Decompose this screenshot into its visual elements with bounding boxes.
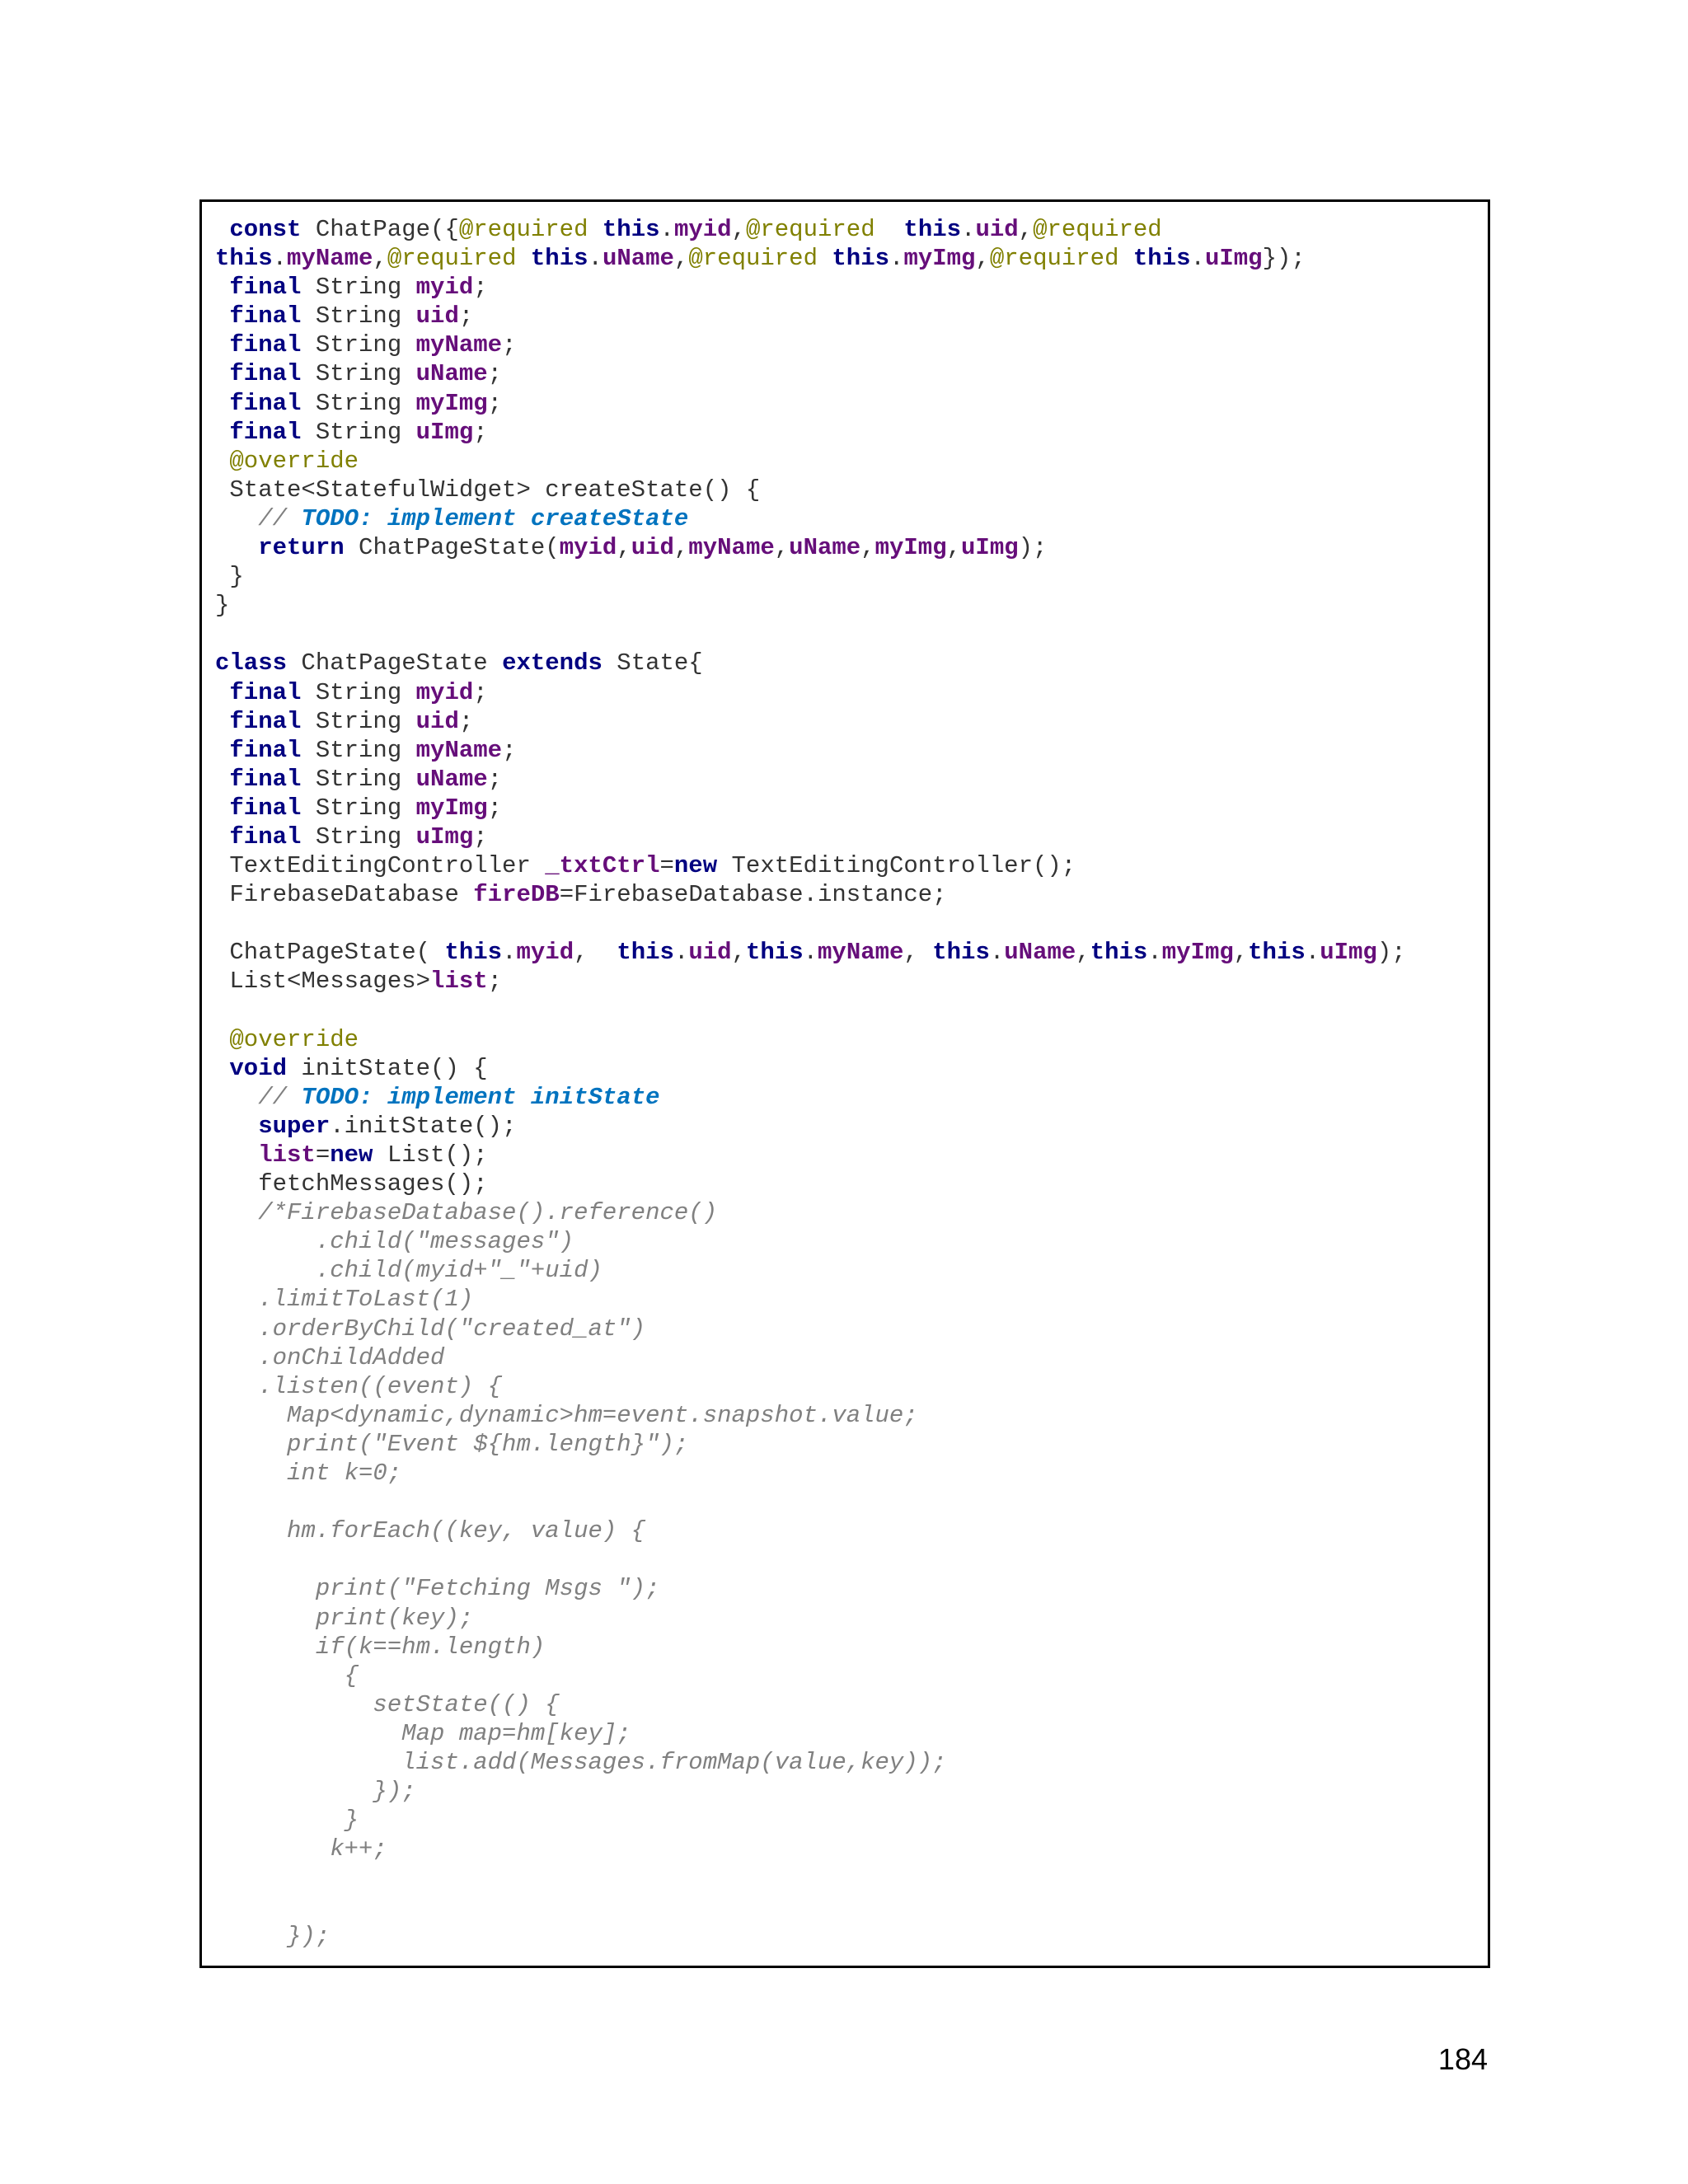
code-token: String [301,794,416,822]
code-token: ChatPageState( [344,534,560,562]
code-line [215,1401,1406,1430]
code-line [215,1285,1406,1314]
code-token: final [229,360,302,388]
code-line [215,996,1406,1025]
code-line [215,707,1406,736]
code-token: . [1190,245,1205,273]
code-line [215,504,1406,533]
code-token: @required [458,216,588,243]
code-token: String [301,331,416,359]
code-token: Map map=hm[key]; [215,1719,631,1747]
code-token: myName [415,331,503,359]
code-token: String [301,765,416,793]
code-token: String [301,707,416,735]
code-token: }); [215,1778,416,1806]
code-token: print("Event ${hm.length}"); [215,1430,689,1458]
code-line [215,1227,1406,1256]
code-token: uName [1004,939,1076,967]
code-token: myid [673,216,732,243]
code-token: uid [631,534,674,562]
code-token [517,245,531,272]
code-token: myName [818,939,904,967]
code-token [215,708,229,735]
code-token: print("Fetching Msgs "); [215,1575,660,1603]
code-token: .onChildAdded [215,1343,445,1371]
code-line [215,1574,1406,1603]
code-token: , [1018,216,1034,243]
code-token: uName [415,360,488,388]
code-token: , [373,245,387,273]
code-token: myImg [415,794,488,822]
code-token: final [229,302,302,330]
code-token: , [617,534,631,562]
code-token: State<StatefulWidget> createState() { [215,476,761,504]
code-token: uid [688,939,732,967]
code-line [215,765,1406,794]
code-token: uImg [415,418,474,446]
code-token: /*FirebaseDatabase().reference() [215,1199,718,1227]
code-token: ; [487,360,503,388]
code-line [215,359,1406,388]
code-token: ; [473,418,488,446]
code-line [215,1459,1406,1488]
code-token [215,1084,258,1111]
code-token: k++; [215,1835,387,1863]
code-token: uImg [961,534,1019,562]
code-token: String [301,418,416,446]
code-token: @override [229,1025,359,1053]
code-token: . [889,245,904,273]
code-line [215,1806,1406,1835]
code-token [215,419,229,446]
code-token: String [301,736,416,764]
code-token: , [1076,939,1090,967]
code-token: .child("messages") [215,1228,574,1256]
code-token: final [229,331,302,359]
code-token: , [1233,939,1249,967]
code-token: . [1147,939,1162,967]
code-line [215,533,1406,562]
code-token [215,766,229,793]
code-token: final [229,678,302,706]
code-line [215,1690,1406,1719]
code-token: this [444,939,503,967]
code-token: fireDB [473,881,560,909]
code-line [215,1343,1406,1372]
code-token: print(key); [215,1604,474,1632]
code-token: this [530,245,588,273]
code-token: ; [487,389,503,417]
code-token: , [774,534,790,562]
code-line [215,1777,1406,1806]
code-token: , [731,216,746,243]
code-token: this [903,216,962,243]
code-token: final [229,418,302,446]
code-line [215,678,1406,707]
code-token: uName [602,245,674,273]
code-token: final [229,707,302,735]
code-token: return [258,534,345,562]
code-token: ; [487,765,503,793]
code-token: myName [415,736,503,764]
code-token: final [229,765,302,793]
code-token [215,360,229,387]
code-token: myImg [1161,939,1234,967]
code-token: ; [458,302,474,330]
code-token: . [961,216,976,243]
code-token: @required [1033,216,1162,243]
code-token: . [1305,939,1320,967]
code-token: // [258,1083,302,1111]
code-token: String [301,678,416,706]
code-line [215,562,1406,591]
code-token: TODO: implement createState [301,504,689,532]
code-token [215,1026,229,1053]
code-token [215,794,229,822]
code-token: uid [415,302,459,330]
code-token: ; [473,274,488,302]
code-token: ChatPageState( [215,939,445,967]
code-token: list [258,1141,316,1169]
code-token: this [745,939,804,967]
code-token [215,216,229,243]
code-token: .listen((event) { [215,1372,503,1400]
code-line [215,389,1406,418]
code-listing-box [199,199,1490,1968]
code-line [215,1633,1406,1661]
code-line [215,330,1406,359]
code-line [215,1545,1406,1574]
code-token: Map<dynamic,dynamic>hm=event.snapshot.value; [215,1401,918,1429]
code-token: final [229,274,302,302]
code-token: String [301,302,416,330]
code-token: @required [745,216,875,243]
code-token [215,823,229,851]
code-token: ; [473,823,488,851]
code-token: . [673,939,689,967]
code-token: String [301,360,416,388]
code-token: String [301,823,416,851]
code-token: , [975,245,990,273]
code-token: @override [229,447,359,475]
code-line [215,794,1406,823]
code-line [215,1169,1406,1198]
code-token [588,216,603,243]
code-token [215,737,229,764]
code-line [215,1892,1406,1921]
code-line [215,1661,1406,1690]
code-token: . [588,245,603,273]
code-token: this [1090,939,1148,967]
code-token: new [330,1141,373,1169]
code-token [1119,245,1133,272]
code-token [215,679,229,706]
code-line [215,909,1406,938]
code-token: super [258,1112,331,1140]
code-token: uImg [415,823,474,851]
code-token: String [301,274,416,302]
code-token: , [903,939,933,967]
code-token: const [229,216,302,243]
code-token: if(k==hm.length) [215,1633,546,1661]
code-token [215,302,229,330]
code-line [215,215,1406,244]
code-token: this [1248,939,1306,967]
code-token [215,331,229,359]
code-line [215,302,1406,330]
code-token: uid [415,707,459,735]
code-token: uName [415,765,488,793]
code-token: ; [487,968,503,996]
code-token: new [673,852,718,880]
code-token: , [673,245,689,273]
code-token: class [215,649,288,677]
code-token [215,1141,258,1169]
code-token [215,534,258,561]
code-token: List(); [373,1141,488,1169]
code-token: } [215,1807,359,1835]
code-line [215,1604,1406,1633]
code-line [215,823,1406,851]
code-line [215,418,1406,447]
code-token [215,448,229,475]
code-line [215,244,1406,273]
code-line [215,1112,1406,1141]
code-line [215,591,1406,620]
code-token [215,1055,229,1082]
code-line [215,1054,1406,1083]
code-line [215,1256,1406,1285]
code-token: extends [502,649,603,677]
code-line [215,967,1406,996]
code-token: int k=0; [215,1460,402,1488]
code-line [215,1516,1406,1545]
code-token: { [215,1661,359,1690]
code-token: this [932,939,990,967]
code-line [215,1719,1406,1748]
code-line [215,273,1406,302]
code-token: .initState(); [330,1112,517,1140]
code-token: = [659,852,674,880]
page-number: 184 [1437,2042,1488,2076]
code-token: uImg [1320,939,1377,967]
code-line [215,1922,1406,1951]
code-listing [215,215,1406,1951]
code-line [215,1748,1406,1777]
code-token: , [860,534,875,562]
code-token: myName [688,534,775,562]
code-line [215,1488,1406,1516]
code-line [215,1198,1406,1227]
code-token: .orderByChild("created_at") [215,1315,646,1343]
code-token: , [574,939,617,967]
code-token: .child(myid+"_"+uid) [215,1257,603,1285]
code-token: }); [215,1922,331,1950]
code-line [215,1835,1406,1863]
code-token: this [602,216,660,243]
code-token: @required [989,245,1119,273]
code-token: String [301,389,416,417]
code-token: uImg [1204,245,1263,273]
code-token: myid [415,274,474,302]
code-token: myName [287,245,373,273]
code-token: ; [473,678,488,706]
code-token: ; [502,736,517,764]
code-line [215,851,1406,880]
code-token: uName [789,534,861,562]
code-token: } [215,563,244,591]
code-line [215,736,1406,765]
code-token: =FirebaseDatabase.instance; [559,881,947,909]
code-token: ); [1376,939,1406,967]
code-token: State{ [602,649,703,677]
code-token: myid [415,678,474,706]
code-token: . [989,939,1005,967]
code-token: this [1132,245,1191,273]
code-token: this [832,245,890,273]
code-token: // [258,504,302,532]
code-token: final [229,794,302,822]
code-line [215,1083,1406,1112]
code-token: void [229,1054,288,1082]
code-token: FirebaseDatabase [215,881,474,909]
code-line [215,1863,1406,1892]
code-token: myImg [415,389,488,417]
code-token: TODO: implement initState [301,1083,660,1111]
code-token: hm.forEach((key, value) { [215,1517,646,1545]
code-token: . [803,939,818,967]
code-line [215,476,1406,504]
code-token: . [272,245,288,273]
code-token: . [502,939,517,967]
code-token: myid [516,939,574,967]
code-token: ; [487,794,503,822]
code-token: .limitToLast(1) [215,1286,474,1314]
code-token: this [215,245,273,273]
code-token: } [215,592,230,620]
code-line [215,880,1406,909]
code-token: TextEditingController [215,852,546,880]
code-line [215,938,1406,967]
code-line [215,1430,1406,1459]
code-line [215,1315,1406,1343]
code-token: list.add(Messages.fromMap(value,key)); [215,1748,947,1776]
code-line [215,1141,1406,1169]
code-line [215,1025,1406,1054]
code-token [215,390,229,417]
code-token: fetchMessages(); [215,1170,488,1198]
code-token: myImg [903,245,976,273]
code-token: uid [975,216,1019,243]
code-token [215,1113,258,1140]
code-token: final [229,823,302,851]
code-token: List<Messages> [215,968,431,996]
code-token [215,274,229,301]
code-token: _txtCtrl [545,852,660,880]
code-line [215,620,1406,649]
code-token: this [617,939,674,967]
code-token [875,216,904,243]
code-token: ChatPage({ [301,216,459,243]
code-token: final [229,389,302,417]
code-token: initState() { [287,1054,488,1082]
code-token: list [430,968,488,996]
code-token: . [659,216,674,243]
code-token: final [229,736,302,764]
code-token: , [673,534,689,562]
code-token: TextEditingController(); [717,852,1076,880]
code-token: }); [1262,245,1306,273]
code-token: = [315,1141,331,1169]
code-token: , [731,939,746,967]
code-token: ); [1018,534,1048,562]
code-token: @required [387,245,517,273]
code-token: myImg [874,534,947,562]
code-line [215,1372,1406,1401]
code-token: myid [559,534,617,562]
code-token: setState(() { [215,1690,560,1718]
code-token [215,505,258,532]
code-token: ; [458,707,474,735]
code-token: ; [502,331,517,359]
code-line [215,447,1406,476]
code-line [215,649,1406,677]
code-token: @required [688,245,818,273]
code-token: ChatPageState [287,649,503,677]
code-token: , [946,534,962,562]
code-token [818,245,832,272]
